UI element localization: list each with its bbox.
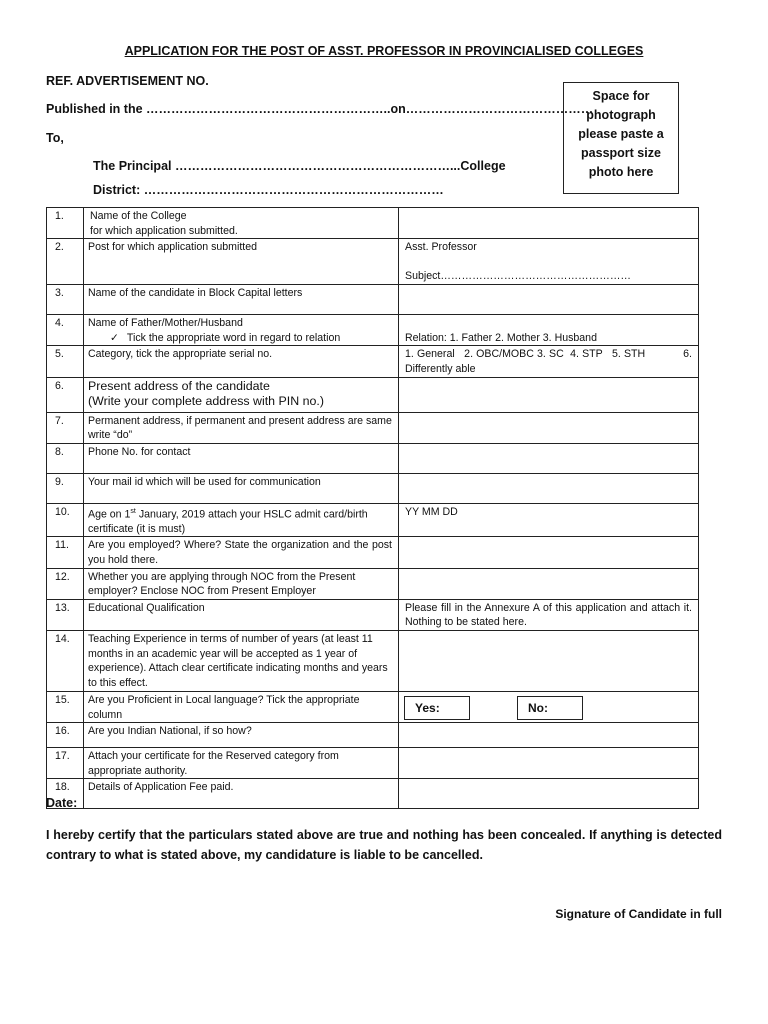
- question-line: Are you employed? Where? State the organization and the post you hold there.: [88, 539, 392, 567]
- question-line: Phone No. for contact: [88, 445, 191, 458]
- photo-box-line: photo here: [588, 165, 654, 179]
- language-options: [399, 692, 698, 720]
- row-number: 8.: [47, 443, 84, 473]
- answer-cell[interactable]: [399, 443, 699, 473]
- row-question: [84, 315, 399, 346]
- answer-cell[interactable]: [399, 315, 699, 346]
- photo-box-line: passport size: [581, 146, 661, 160]
- question-line: [88, 331, 392, 346]
- photo-box-line: please paste a: [578, 127, 664, 141]
- row-number: 3.: [47, 285, 84, 315]
- row-number: 6.: [47, 377, 84, 412]
- row-number: 7.: [47, 412, 84, 443]
- question-text: Tick the appropriate word in regard to relation: [126, 331, 341, 344]
- answer-cell[interactable]: [399, 412, 699, 443]
- table-row: [47, 748, 699, 779]
- row-question: [84, 723, 399, 748]
- relation-options: Relation: 1. Father 2. Mother 3. Husband: [405, 331, 597, 344]
- question-line: Post for which application submitted: [88, 241, 257, 254]
- question-text: Age on 1: [88, 508, 131, 521]
- date-label: Date:: [46, 796, 78, 810]
- table-row: [47, 377, 699, 412]
- subject-field: Subject………………………………………………: [405, 270, 632, 283]
- principal-line: The Principal …………………………………………………………...College: [93, 159, 506, 173]
- answer-spacer: [405, 316, 692, 331]
- answer-cell[interactable]: [399, 631, 699, 692]
- question-line: Name of the College: [90, 210, 187, 222]
- row-question: [84, 377, 399, 412]
- table-row: [47, 537, 699, 568]
- row-question: [84, 748, 399, 779]
- row-question: [84, 568, 399, 599]
- table-row: [47, 599, 699, 630]
- row-question: [84, 692, 399, 723]
- row-number: 17.: [47, 748, 84, 779]
- question-line: Details of Application Fee paid.: [88, 781, 234, 794]
- annexure-note: Please fill in the Annexure A of this application and attach it. Nothing to be stated here.: [405, 601, 692, 629]
- row-question: [84, 412, 399, 443]
- row-question: [84, 239, 399, 285]
- answer-cell[interactable]: [399, 239, 699, 285]
- row-question: [84, 599, 399, 630]
- row-number: 4.: [47, 315, 84, 346]
- ref-advertisement-label: REF. ADVERTISEMENT NO.: [46, 74, 209, 88]
- to-label: To,: [46, 131, 64, 145]
- answer-cell[interactable]: [399, 285, 699, 315]
- table-row: [47, 412, 699, 443]
- row-question: [84, 443, 399, 473]
- table-row: [47, 779, 699, 809]
- answer-cell[interactable]: [399, 568, 699, 599]
- age-format-hint: YY MM DD: [405, 505, 458, 518]
- table-row: [47, 285, 699, 315]
- question-line: [88, 505, 392, 537]
- table-row: [47, 239, 699, 285]
- question-line: for which application submitted.: [90, 224, 238, 237]
- row-number: 11.: [47, 537, 84, 568]
- row-number: 1.: [47, 208, 84, 239]
- question-line: Educational Qualification: [88, 601, 205, 614]
- answer-text: Asst. Professor: [405, 241, 477, 254]
- question-line: Are you Proficient in Local language? Tick the appropriate column: [88, 694, 360, 721]
- answer-cell[interactable]: [399, 723, 699, 748]
- question-line: Whether you are applying through NOC from the Present employer? Enclose NOC from Present Employer: [88, 570, 356, 598]
- category-options: 1. General 2. OBC/MOBC 3. SC 4. STP 5. STH 6. Differently able: [405, 348, 695, 375]
- checkmark-icon: ✓: [110, 331, 119, 344]
- row-question: [84, 779, 399, 809]
- photo-box-line: Space for: [592, 89, 650, 103]
- row-number: 10.: [47, 503, 84, 537]
- row-number: 15.: [47, 692, 84, 723]
- district-line: District: ………………………………………………………………: [93, 183, 444, 197]
- table-row: [47, 473, 699, 503]
- row-number: 2.: [47, 239, 84, 285]
- form-title: APPLICATION FOR THE POST OF ASST. PROFESSOR IN PROVINCIALISED COLLEGES: [124, 44, 644, 58]
- photograph-box: [563, 82, 679, 194]
- table-row: [47, 208, 699, 239]
- published-in-line: Published in the …………………………………………………..on………………………………………: [46, 102, 594, 116]
- table-row: [47, 692, 699, 723]
- answer-cell[interactable]: [399, 779, 699, 809]
- ordinal-superscript: st: [130, 507, 136, 515]
- table-row: [47, 346, 699, 377]
- question-line: Your mail id which will be used for communication: [88, 475, 321, 488]
- table-row: [47, 723, 699, 748]
- answer-cell[interactable]: [399, 208, 699, 239]
- row-question: [84, 285, 399, 315]
- row-question: [84, 473, 399, 503]
- signature-label: Signature of Candidate in full: [555, 907, 722, 921]
- row-question: [84, 346, 399, 377]
- declaration-text: I hereby certify that the particulars stated above are true and nothing has been concealed. If anything is detected contrary to what is stated above, my candidature is liable to be cancelled.: [46, 828, 722, 862]
- answer-cell[interactable]: [399, 346, 699, 377]
- table-row: [47, 503, 699, 537]
- table-row: [47, 315, 699, 346]
- question-line: Attach your certificate for the Reserved category from appropriate authority.: [88, 750, 339, 777]
- question-text: January, 2019 attach your HSLC admit card/birth certificate (it is must): [88, 508, 368, 535]
- row-question: [84, 208, 399, 239]
- answer-cell[interactable]: [399, 599, 699, 630]
- row-number: 16.: [47, 723, 84, 748]
- yes-option-box[interactable]: Yes:: [404, 696, 470, 720]
- row-question: [84, 537, 399, 568]
- answer-cell[interactable]: [399, 503, 699, 537]
- application-form-table: [46, 207, 699, 809]
- photo-box-line: photograph: [586, 108, 656, 122]
- question-line: Name of Father/Mother/Husband: [88, 317, 243, 330]
- question-line: Permanent address, if permanent and present address are same write “do”: [88, 414, 392, 442]
- answer-spacer: [405, 255, 692, 270]
- question-line: Name of the candidate in Block Capital letters: [88, 287, 303, 300]
- table-row: [47, 443, 699, 473]
- row-number: 18.: [47, 779, 84, 809]
- answer-cell[interactable]: [399, 473, 699, 503]
- row-number: 14.: [47, 631, 84, 692]
- row-number: 12.: [47, 568, 84, 599]
- question-line: (Write your complete address with PIN no.): [88, 393, 324, 408]
- answer-cell[interactable]: [399, 748, 699, 779]
- table-row: [47, 568, 699, 599]
- answer-cell[interactable]: [399, 537, 699, 568]
- answer-cell: [399, 692, 699, 723]
- table-row: [47, 631, 699, 692]
- question-line: Teaching Experience in terms of number of years (at least 11 months in an academic year will be accepted as 1 year of experience). Attach clear certificate indicating months and years to this effect.: [88, 633, 388, 689]
- question-line: Category, tick the appropriate serial no.: [88, 348, 273, 361]
- no-option-box[interactable]: No:: [517, 696, 583, 720]
- question-line: Are you Indian National, if so how?: [88, 725, 252, 738]
- row-number: 9.: [47, 473, 84, 503]
- row-question: [84, 503, 399, 537]
- row-question: [84, 631, 399, 692]
- answer-cell[interactable]: [399, 377, 699, 412]
- question-line: Present address of the candidate: [88, 378, 270, 393]
- row-number: 5.: [47, 346, 84, 377]
- row-number: 13.: [47, 599, 84, 630]
